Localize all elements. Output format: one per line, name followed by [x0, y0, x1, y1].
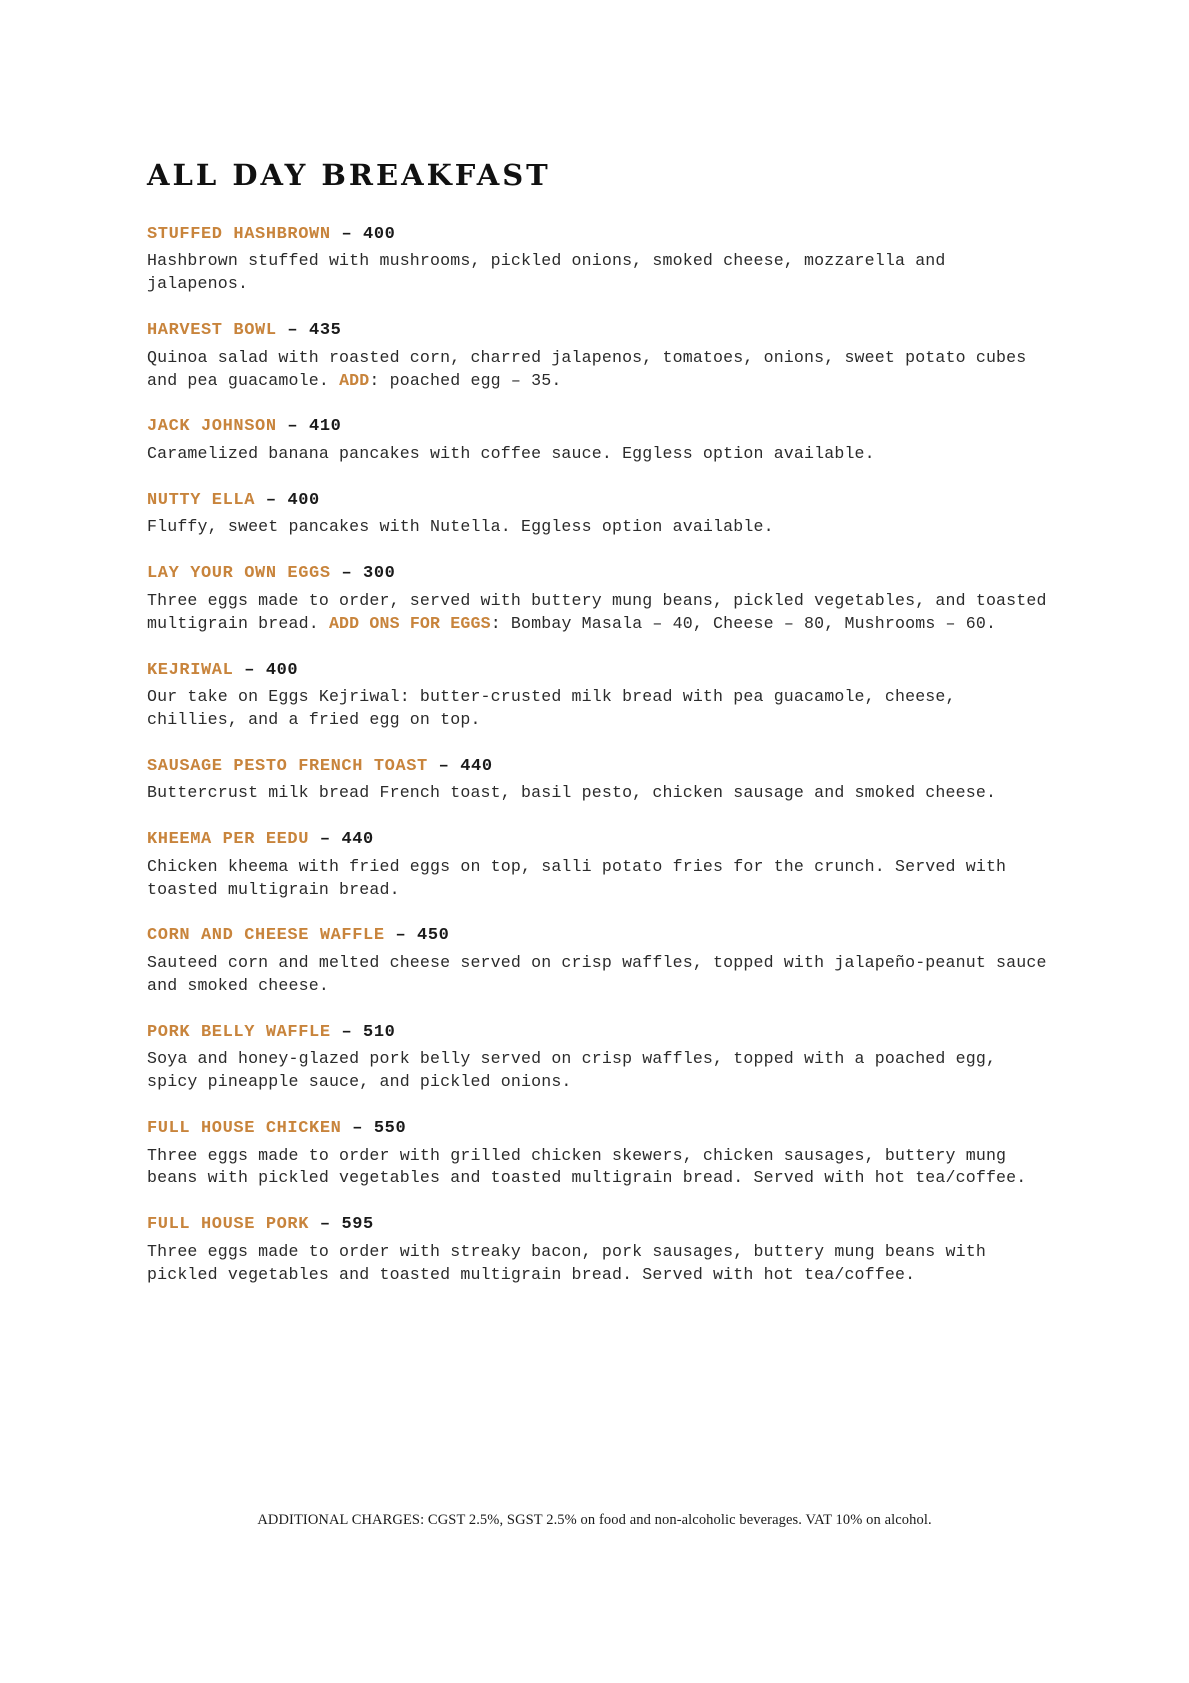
menu-item-heading [147, 1020, 1047, 1046]
menu-item [147, 1212, 1047, 1286]
menu-item-name: SAUSAGE PESTO FRENCH TOAST [147, 756, 428, 776]
menu-item-description [147, 250, 1047, 296]
menu-item-name: PORK BELLY WAFFLE [147, 1022, 331, 1042]
menu-item-separator: – [330, 564, 364, 584]
menu-item-addon-label: ADD ONS FOR EGGS [328, 613, 491, 633]
menu-item-name: NUTTY ELLA [147, 490, 256, 510]
menu-item [147, 318, 1047, 392]
menu-item-description [147, 347, 1047, 393]
menu-item [147, 1020, 1047, 1094]
menu-item-heading [147, 827, 1047, 853]
menu-item-separator: – [341, 1119, 374, 1139]
menu-item-separator: – [309, 1215, 342, 1235]
menu-item-description [147, 1241, 1047, 1287]
menu-item-description-text: Soya and honey-glazed pork belly served on crisp waffles, topped with a poached egg, spicy pineapple sauce, and pickled onions. [147, 1049, 1007, 1092]
menu-item-list [147, 222, 1057, 1287]
menu-item-description-text: Chicken kheema with fried eggs on top, salli potato fries for the crunch. Served with toasted multigrain bread. [147, 856, 1017, 899]
menu-item-heading [147, 561, 1047, 587]
menu-item-description-text: Three eggs made to order, served with buttery mung beans, pickled vegetables, and toasted multigrain bread. [147, 590, 1057, 633]
menu-item-description [147, 1048, 1047, 1094]
menu-item-heading [147, 414, 1047, 440]
menu-item-description [147, 952, 1057, 998]
menu-item-heading [147, 754, 1047, 780]
menu-item [147, 561, 1057, 635]
menu-item-description [147, 686, 1047, 732]
menu-item-description-text: Three eggs made to order with streaky bacon, pork sausages, buttery mung beans with pickled vegetables and toasted multigrain bread. Served with hot tea/coffee. [147, 1241, 997, 1284]
menu-item-description [147, 856, 1047, 902]
menu-item-heading [147, 318, 1047, 344]
menu-item-price: 440 [341, 830, 374, 850]
menu-item-description [147, 443, 1047, 466]
menu-item-price: 400 [265, 660, 299, 680]
menu-item-separator: – [309, 830, 342, 850]
menu-item-description-text: Quinoa salad with roasted corn, charred jalapenos, tomatoes, onions, sweet potato cubes and pea guacamole. [147, 347, 1037, 390]
menu-item-separator: – [276, 321, 310, 341]
menu-item-name: KHEEMA PER EEDU [147, 830, 310, 850]
menu-item-price: 450 [417, 926, 450, 946]
menu-item-name: LAY YOUR OWN EGGS [147, 564, 331, 584]
menu-item-addon-text: : poached egg – 35. [369, 370, 562, 390]
menu-item-separator: – [427, 756, 461, 776]
menu-item [147, 658, 1047, 732]
menu-item-description [147, 782, 1047, 805]
menu-item-name: CORN AND CHEESE WAFFLE [147, 926, 385, 946]
menu-item-price: 595 [341, 1215, 374, 1235]
menu-item-price: 440 [460, 756, 493, 776]
menu-item-description-text: Three eggs made to order with grilled chicken skewers, chicken sausages, buttery mung beans with pickled vegetables and toasted multigrain bread. Served with hot tea/coffee. [147, 1145, 1027, 1188]
menu-item-price: 435 [309, 321, 342, 341]
menu-item-price: 400 [363, 224, 396, 244]
menu-item-name: FULL HOUSE PORK [147, 1215, 310, 1235]
menu-item [147, 1116, 1047, 1190]
menu-item-name: HARVEST BOWL [147, 321, 277, 341]
menu-item [147, 414, 1047, 465]
menu-item-description [147, 516, 1047, 539]
menu-item-separator: – [330, 1022, 364, 1042]
menu-item-name: JACK JOHNSON [147, 417, 277, 437]
menu-item [147, 488, 1047, 539]
menu-item-price: 410 [309, 417, 342, 437]
menu-item-separator: – [276, 417, 310, 437]
menu-item-description-text: Buttercrust milk bread French toast, basil pesto, chicken sausage and smoked cheese. [147, 783, 997, 803]
menu-item-price: 510 [363, 1022, 396, 1042]
menu-item-description [147, 1145, 1047, 1191]
menu-item-addon-text: : Bombay Masala – 40, Cheese – 80, Mushrooms – 60. [490, 613, 997, 633]
menu-item-price: 300 [363, 564, 396, 584]
menu-item-name: STUFFED HASHBROWN [147, 224, 331, 244]
menu-item-heading [147, 658, 1047, 684]
menu-item [147, 827, 1047, 901]
menu-item-separator: – [255, 490, 288, 510]
menu-item-heading [147, 923, 1047, 949]
menu-item-description-text: Sauteed corn and melted cheese served on crisp waffles, topped with jalapeño-peanut sauce and smoked cheese. [147, 952, 1057, 995]
menu-item [147, 923, 1057, 997]
menu-item-name: KEJRIWAL [147, 660, 234, 680]
menu-item-heading [147, 1212, 1047, 1238]
menu-item-separator: – [330, 224, 364, 244]
menu-item-addon-label: ADD [339, 370, 370, 390]
menu-item-price: 550 [373, 1119, 407, 1139]
menu-item-separator: – [233, 660, 266, 680]
menu-item-heading [147, 488, 1047, 514]
menu-item-heading [147, 1116, 1047, 1142]
menu-item-name: FULL HOUSE CHICKEN [147, 1119, 342, 1139]
menu-item-description-text: Caramelized banana pancakes with coffee sauce. Eggless option available. [147, 443, 875, 463]
additional-charges-note: ADDITIONAL CHARGES: CGST 2.5%, SGST 2.5% on food and non-alcoholic beverages. VAT 10% on alcohol. [257, 1512, 932, 1528]
page-title: ALL DAY BREAKFAST [147, 158, 551, 192]
menu-item [147, 222, 1047, 296]
menu-item-description-text: Hashbrown stuffed with mushrooms, pickled onions, smoked cheese, mozzarella and jalapenos. [147, 251, 956, 294]
menu-item-separator: – [384, 926, 418, 946]
menu-item-description-text: Fluffy, sweet pancakes with Nutella. Eggless option available. [147, 517, 774, 537]
menu-item [147, 754, 1047, 805]
menu-item-description [147, 590, 1057, 636]
menu-item-description-text: Our take on Eggs Kejriwal: butter-crusted milk bread with pea guacamole, cheese, chillies, and a fried egg on top. [147, 687, 966, 729]
menu-item-heading [147, 222, 1047, 248]
menu-content [147, 158, 1057, 1309]
menu-item-price: 400 [287, 490, 320, 510]
